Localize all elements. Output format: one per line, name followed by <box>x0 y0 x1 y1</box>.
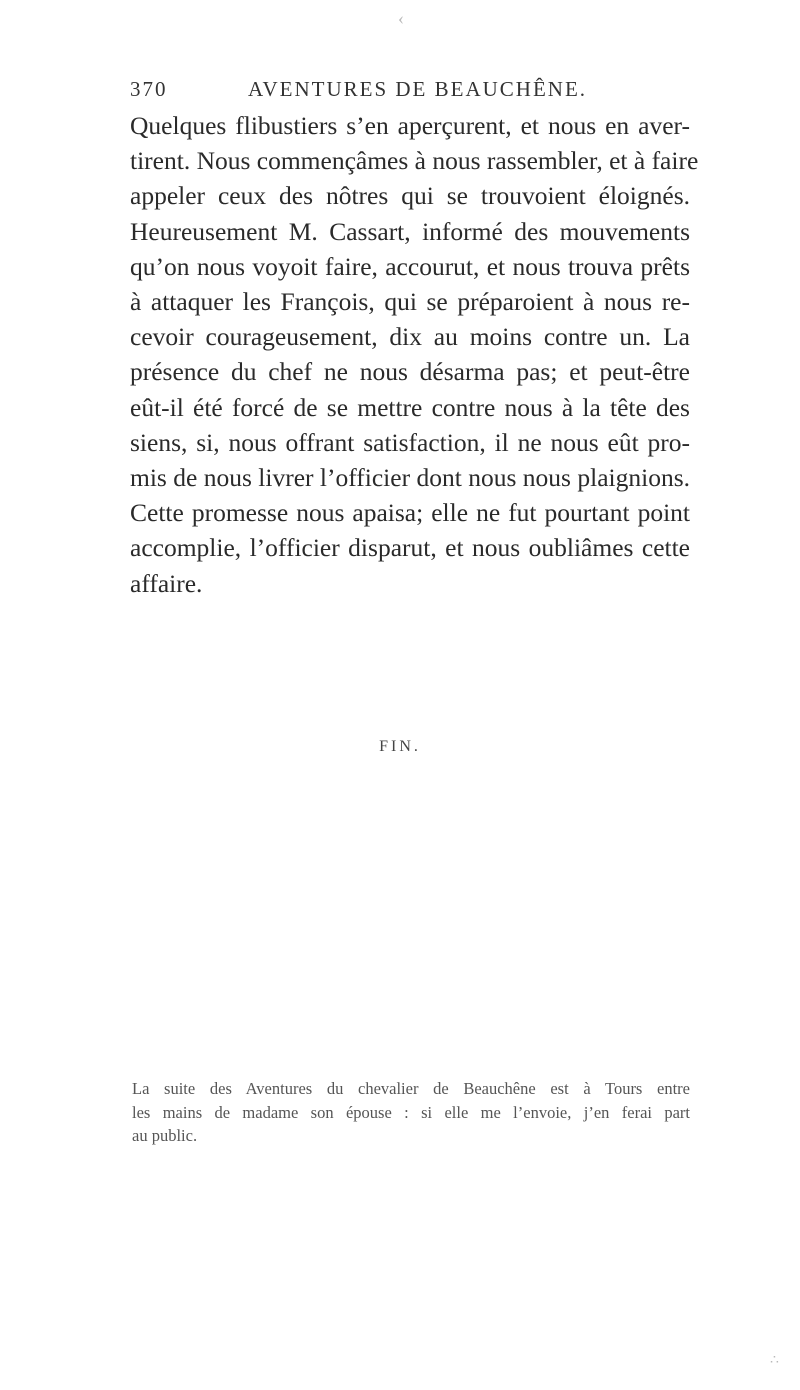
text-line: tirent. Nous commençâmes à nous rassembler, et à faire <box>130 146 699 176</box>
text-line: Cette promesse nous apaisa; elle ne fut pourtant point <box>130 498 690 528</box>
text-line: à attaquer les François, qui se préparoient à nous re- <box>130 287 690 317</box>
text-line: qu’on nous voyoit faire, accourut, et nous trouva prêts <box>130 251 690 281</box>
text-line: eût-il été forcé de se mettre contre nous à la tête des <box>130 392 690 422</box>
page-number: 370 <box>130 77 168 101</box>
text-line: affaire. <box>130 568 203 598</box>
footnote-line: les mains de madame son épouse : si elle me l’envoie, j’en ferai part <box>132 1102 690 1122</box>
ink-mark-top: ‹ <box>398 8 404 28</box>
footnote-line: La suite des Aventures du chevalier de Beauchêne est à Tours entre <box>132 1079 690 1098</box>
text-line: Quelques flibustiers s’en aperçurent, et nous en aver- <box>130 111 690 140</box>
body-paragraph <box>130 108 699 601</box>
running-header <box>130 77 690 102</box>
end-marker: FIN. <box>379 738 421 755</box>
text-line: appeler ceux des nôtres qui se trouvoient éloignés. <box>130 181 690 211</box>
text-line: accomplie, l’officier disparut, et nous oubliâmes cette <box>130 533 690 563</box>
text-line: siens, si, nous offrant satisfaction, il ne nous eût pro- <box>130 427 690 457</box>
running-title: AVENTURES DE BEAUCHÊNE. <box>248 77 588 101</box>
footnote-line: au public. <box>132 1126 198 1145</box>
text-line: Heureusement M. Cassart, informé des mouvements <box>130 216 690 246</box>
text-line: présence du chef ne nous désarma pas; et peut-être <box>130 357 690 387</box>
text-line: mis de nous livrer l’officier dont nous nous plaignions. <box>130 463 690 493</box>
footnote <box>132 1077 690 1148</box>
ink-mark-bottom: ∴ <box>770 1353 779 1368</box>
text-line: cevoir courageusement, dix au moins contre un. La <box>130 322 690 352</box>
